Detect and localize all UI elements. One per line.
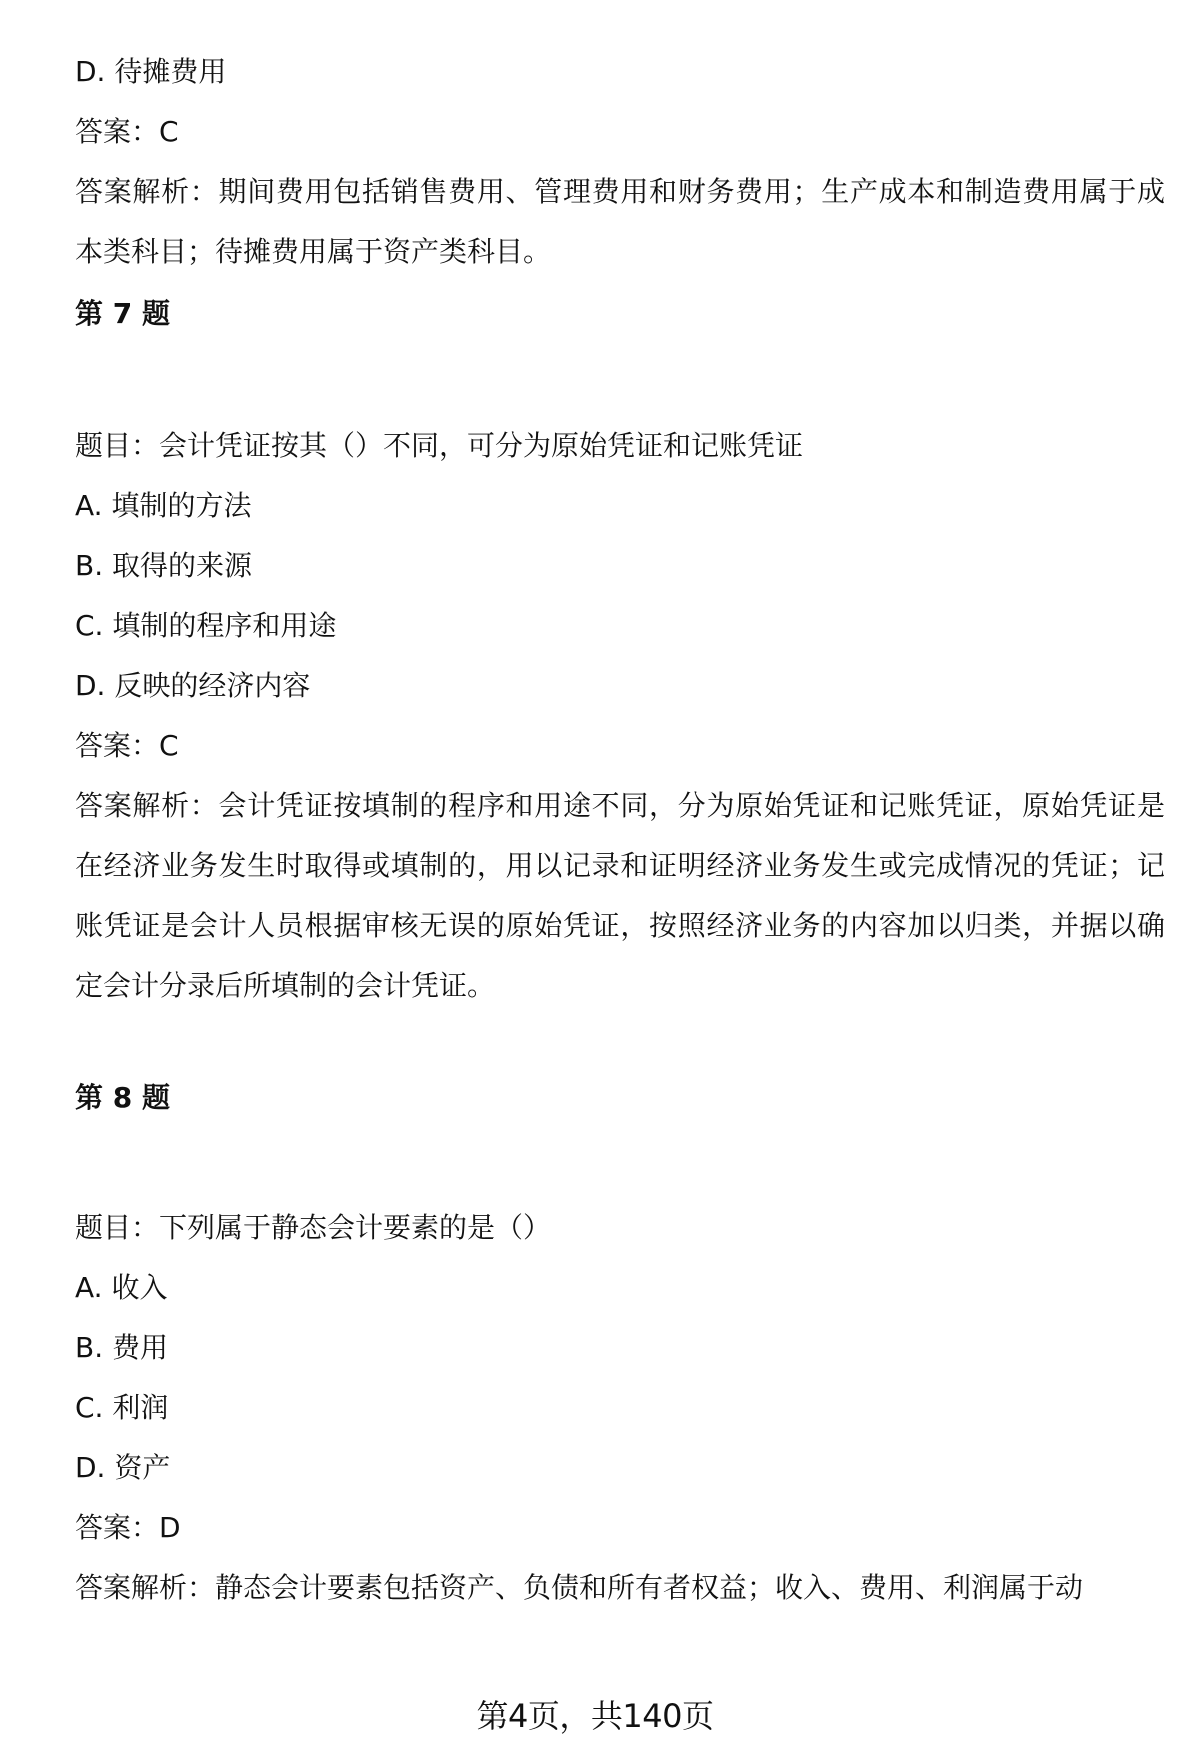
question-8-analysis: 答案解析：静态会计要素包括资产、负债和所有者权益；收入、费用、利润属于动 <box>75 1571 1084 1604</box>
question-8-stem: 题目：下列属于静态会计要素的是（） <box>75 1211 552 1244</box>
question-8-option-b: B. 费用 <box>75 1331 169 1364</box>
question-8-option-d: D. 资产 <box>75 1451 171 1484</box>
page-number-footer: 第4页，共140页 <box>476 1697 714 1735</box>
prev-question-answer: 答案：C <box>75 115 179 148</box>
prev-question-analysis: 答案解析：期间费用包括销售费用、管理费用和财务费用；生产成本和制造费用属于成本类科目；待摊费用属于资产类科目。 <box>75 175 1165 268</box>
question-8-answer: 答案：D <box>75 1511 181 1544</box>
question-8-option-a: A. 收入 <box>75 1271 168 1304</box>
question-8-option-c: C. 利润 <box>75 1391 169 1424</box>
question-7-option-b: B. 取得的来源 <box>75 549 253 582</box>
question-8-heading: 第 8 题 <box>75 1081 170 1114</box>
question-7-stem: 题目：会计凭证按其（）不同，可分为原始凭证和记账凭证 <box>75 429 804 462</box>
question-7-heading: 第 7 题 <box>75 297 170 330</box>
question-7-option-d: D. 反映的经济内容 <box>75 669 311 702</box>
prev-question-option-d: D. 待摊费用 <box>75 55 227 88</box>
question-7-answer: 答案：C <box>75 729 179 762</box>
question-7-option-a: A. 填制的方法 <box>75 489 252 522</box>
question-7-analysis: 答案解析：会计凭证按填制的程序和用途不同，分为原始凭证和记账凭证，原始凭证是在经济业务发生时取得或填制的，用以记录和证明经济业务发生或完成情况的凭证；记账凭证是会计人员根据审核无误的原始凭证，按照经济业务的内容加以归类，并据以确定会计分录后所填制的会计凭证。 <box>75 789 1165 1002</box>
question-7-option-c: C. 填制的程序和用途 <box>75 609 337 642</box>
